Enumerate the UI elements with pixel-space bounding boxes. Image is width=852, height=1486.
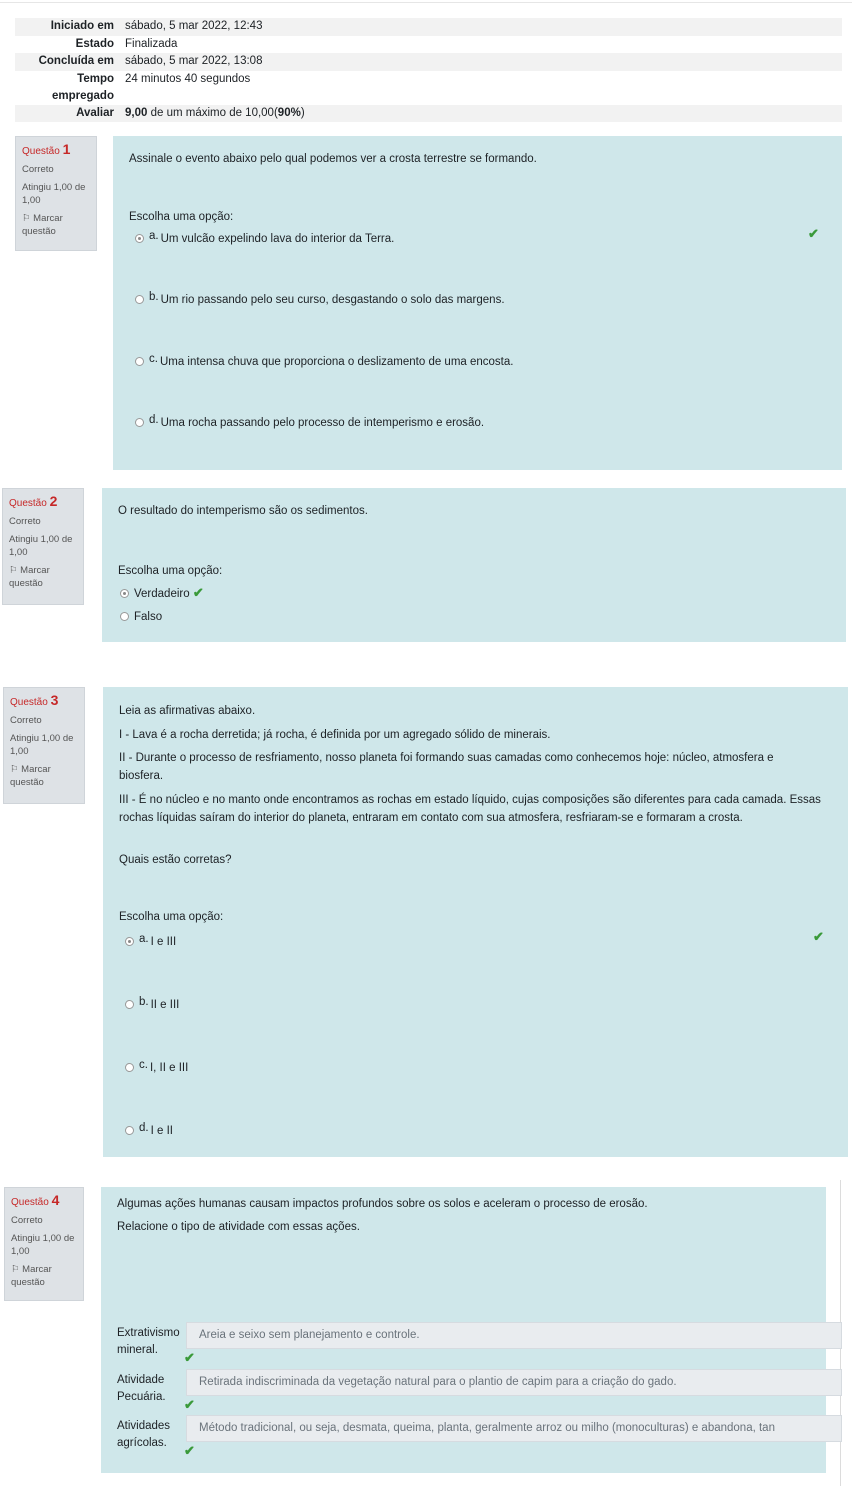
match-label-2: Atividade Pecuária.	[117, 1374, 166, 1403]
radio-button[interactable]	[125, 1000, 134, 1009]
radio-button[interactable]	[135, 234, 144, 243]
question-state: Correto	[9, 516, 41, 527]
radio-button[interactable]	[125, 1126, 134, 1135]
option-true[interactable]: Verdadeiro ✔	[120, 585, 204, 601]
answer-prompt: Escolha uma opção:	[119, 911, 224, 923]
summary-label: Avaliar	[76, 106, 114, 119]
summary-row-time	[15, 71, 842, 105]
correct-check-icon: ✔	[192, 585, 204, 600]
summary-label: Iniciado em	[50, 20, 114, 32]
match-select-2[interactable]: Retirada indiscriminada da vegetação natural para o plantio de capim para a criação do gado.	[186, 1369, 842, 1396]
question-number: Questão 3	[10, 692, 59, 708]
statement-1: I - Lava é a rocha derretida; já rocha, é definida por um agregado sólido de minerais.	[119, 729, 551, 741]
correct-check-icon: ✔	[184, 1397, 195, 1412]
question-ask: Quais estão corretas?	[119, 854, 232, 866]
question-text: Leia as afirmativas abaixo.	[119, 705, 256, 717]
summary-row-state	[15, 36, 842, 54]
question-instruction: Relacione o tipo de atividade com essas ações.	[117, 1221, 360, 1233]
summary-label: Tempo empregado	[52, 72, 114, 102]
match-select-1[interactable]: Areia e seixo sem planejamento e controle.	[186, 1322, 842, 1349]
match-label-3: Atividades agrícolas.	[117, 1420, 171, 1449]
option-a[interactable]: a. Um vulcão expelindo lava do interior da Terra.	[135, 233, 394, 245]
summary-row-started	[15, 18, 842, 36]
radio-button[interactable]	[120, 612, 129, 621]
option-c[interactable]: c. I, II e III	[125, 1062, 188, 1074]
summary-value: Finalizada	[125, 37, 178, 50]
question-number: Questão 1	[22, 141, 71, 157]
answer-prompt: Escolha uma opção:	[129, 211, 234, 223]
statement-3: III - É no núcleo e no manto onde encontramos as rochas em estado líquido, cujas composições são diferentes para cada camada. Essas rochas líquidas saíram do interior do planeta, entraram em contato com sua atmosfera, resfriaram-se e formaram a crosta.	[119, 794, 821, 824]
flag-question-link[interactable]: ⚐ Marcar questão	[9, 565, 50, 589]
summary-value: sábado, 5 mar 2022, 13:08	[125, 55, 263, 67]
summary-label: Concluída em	[38, 55, 114, 67]
option-d[interactable]: d. Uma rocha passando pelo processo de intemperismo e erosão.	[135, 417, 484, 429]
question-mark: Atingiu 1,00 de 1,00	[9, 534, 73, 558]
question-number: Questão 2	[9, 493, 58, 509]
top-divider	[0, 2, 852, 3]
attempt-summary-table	[15, 18, 842, 122]
summary-row-grade	[15, 105, 842, 123]
summary-value: 24 minutos 40 segundos	[125, 72, 251, 85]
flag-icon: ⚐	[22, 213, 31, 224]
match-label-1: Extrativismo mineral.	[117, 1327, 180, 1356]
flag-question-link[interactable]: ⚐ Marcar questão	[10, 764, 51, 788]
flag-question-link[interactable]: ⚐ Marcar questão	[11, 1264, 52, 1288]
grade-percent: 90%	[277, 106, 301, 119]
question-number: Questão 4	[11, 1192, 60, 1208]
radio-button[interactable]	[135, 295, 144, 304]
correct-check-icon: ✔	[813, 929, 824, 944]
question-info-2	[2, 488, 84, 605]
flag-icon: ⚐	[11, 1264, 20, 1275]
question-text: Algumas ações humanas causam impactos profundos sobre os solos e aceleram o processo de erosão.	[117, 1198, 648, 1210]
radio-button[interactable]	[120, 589, 129, 598]
option-false[interactable]: Falso	[120, 611, 162, 623]
option-b[interactable]: b. Um rio passando pelo seu curso, desgastando o solo das margens.	[135, 294, 505, 306]
question-state: Correto	[11, 1215, 43, 1226]
question-state: Correto	[22, 164, 54, 175]
question-mark: Atingiu 1,00 de 1,00	[11, 1233, 75, 1257]
question-mark: Atingiu 1,00 de 1,00	[22, 182, 86, 206]
correct-check-icon: ✔	[808, 226, 819, 241]
flag-icon: ⚐	[9, 565, 18, 576]
question-info-3	[3, 687, 85, 804]
radio-button[interactable]	[125, 937, 134, 946]
summary-value	[125, 105, 305, 122]
correct-check-icon: ✔	[184, 1350, 195, 1365]
option-c[interactable]: c. Uma intensa chuva que proporciona o deslizamento de uma encosta.	[135, 356, 513, 368]
question-info-4	[4, 1187, 84, 1301]
statement-2: II - Durante o processo de resfriamento, nosso planeta foi formando suas camadas como conhecemos hoje: núcleo, atmosfera e biosfera.	[119, 752, 774, 782]
question-content-1	[113, 136, 842, 470]
question-content-3	[103, 687, 848, 1157]
option-a[interactable]: a. I e III	[125, 936, 176, 948]
summary-value: sábado, 5 mar 2022, 12:43	[125, 20, 263, 32]
summary-row-completed	[15, 53, 842, 71]
question-mark: Atingiu 1,00 de 1,00	[10, 733, 74, 757]
radio-button[interactable]	[135, 418, 144, 427]
question-text: O resultado do intemperismo são os sedimentos.	[118, 505, 368, 517]
question-info-1	[15, 136, 97, 251]
answer-prompt: Escolha uma opção:	[118, 565, 223, 577]
flag-icon: ⚐	[10, 764, 19, 775]
grade-value: 9,00	[125, 106, 148, 119]
grade-close: )	[300, 106, 305, 119]
question-text: Assinale o evento abaixo pelo qual podemos ver a crosta terrestre se formando.	[129, 153, 537, 165]
option-d[interactable]: d. I e II	[125, 1125, 173, 1137]
correct-check-icon: ✔	[184, 1443, 195, 1458]
match-select-3[interactable]: Método tradicional, ou seja, desmata, queima, planta, geralmente arroz ou milho (monoculturas) e abandona, tan	[186, 1415, 842, 1442]
grade-text: de um máximo de 10,00(	[147, 106, 278, 119]
summary-label: Estado	[75, 37, 114, 50]
radio-button[interactable]	[125, 1063, 134, 1072]
flag-question-link[interactable]: ⚐ Marcar questão	[22, 213, 63, 237]
question-state: Correto	[10, 715, 42, 726]
radio-button[interactable]	[135, 357, 144, 366]
question-content-2	[102, 488, 846, 642]
option-b[interactable]: b. II e III	[125, 999, 179, 1011]
